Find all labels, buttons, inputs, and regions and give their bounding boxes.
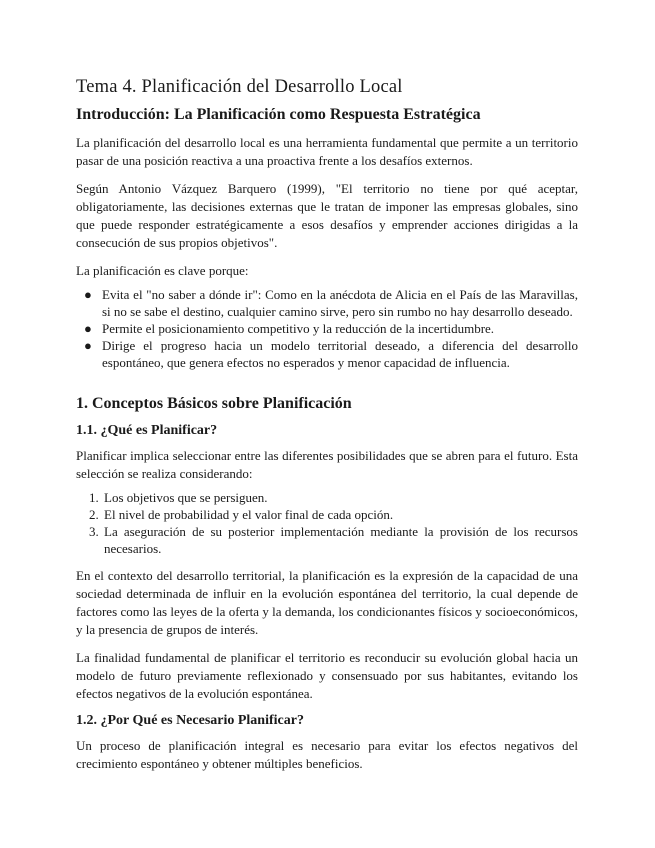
list-item [84, 337, 578, 371]
numbered-item: 3. La aseguración de su posterior implementación mediante la provisión de los recursos necesarios. [102, 523, 578, 557]
intro-paragraph-2: Según Antonio Vázquez Barquero (1999), "El territorio no tiene por qué aceptar, obligatoriamente, las decisiones externas que le tratan de imponer las empresas globales, sino que puede responder estratégicamente a esos desafíos y emprender acciones dirigidas a la consecución de sus propios objetivos". [76, 181, 578, 250]
bullet-icon: ● [84, 287, 92, 302]
subsection-1-1-paragraph-3: La finalidad fundamental de planificar el territorio es reconducir su evolución global hacia un modelo de futuro previamente reflexionado y consensuado por sus habitantes, evitando los efectos negativos de la evolución espontánea. [76, 650, 578, 701]
intro-paragraph-3: La planificación es clave porque: [76, 263, 249, 278]
list-item [84, 286, 578, 320]
list-item-text: Permite el posicionamiento competitivo y la reducción de la incertidumbre. [102, 321, 495, 336]
key-reasons-list [76, 286, 578, 371]
selection-criteria-list [76, 489, 578, 557]
document-title: Tema 4. Planificación del Desarrollo Local [76, 77, 403, 97]
subsection-1-1-paragraph-1: Planificar implica seleccionar entre las diferentes posibilidades que se abren para el futuro. Esta selección se realiza considerando: [76, 448, 578, 481]
subsection-1-1-paragraph-2: En el contexto del desarrollo territorial, la planificación es la expresión de la capacidad de una sociedad determinada de influir en la evolución espontánea del territorio, la cual depende de factores como las leyes de la oferta y la demanda, los condicionantes físicos y socioeconómicos, y la presencia de grupos de interés. [76, 568, 578, 637]
numbered-item: 1. Los objetivos que se persiguen. [102, 489, 578, 506]
intro-paragraph-1: La planificación del desarrollo local es una herramienta fundamental que permite a un territorio pasar de una posición reactiva a una proactiva frente a los desafíos externos. [76, 135, 578, 168]
list-item-text: Evita el "no saber a dónde ir": Como en la anécdota de Alicia en el País de las Maravillas, si no se sabe el destino, cualquier camino sirve, pero sin rumbo no hay desarrollo deseado. [102, 287, 578, 319]
numbered-item: 2. El nivel de probabilidad y el valor final de cada opción. [102, 506, 578, 523]
bullet-icon: ● [84, 321, 92, 336]
subsection-1-2-heading: 1.2. ¿Por Qué es Necesario Planificar? [76, 713, 304, 728]
bullet-icon: ● [84, 338, 92, 353]
list-item-text: Dirige el progreso hacia un modelo territorial deseado, a diferencia del desarrollo espontáneo, que genera efectos no esperados y menor capacidad de influencia. [102, 338, 578, 370]
document-content [76, 77, 578, 783]
subsection-1-2-paragraph-1: Un proceso de planificación integral es necesario para evitar los efectos negativos del crecimiento espontáneo y obtener múltiples beneficios. [76, 738, 578, 771]
intro-heading: Introducción: La Planificación como Respuesta Estratégica [76, 106, 481, 123]
list-item [84, 320, 578, 337]
section-1-heading: 1. Conceptos Básicos sobre Planificación [76, 395, 352, 412]
subsection-1-1-heading: 1.1. ¿Qué es Planificar? [76, 423, 218, 438]
